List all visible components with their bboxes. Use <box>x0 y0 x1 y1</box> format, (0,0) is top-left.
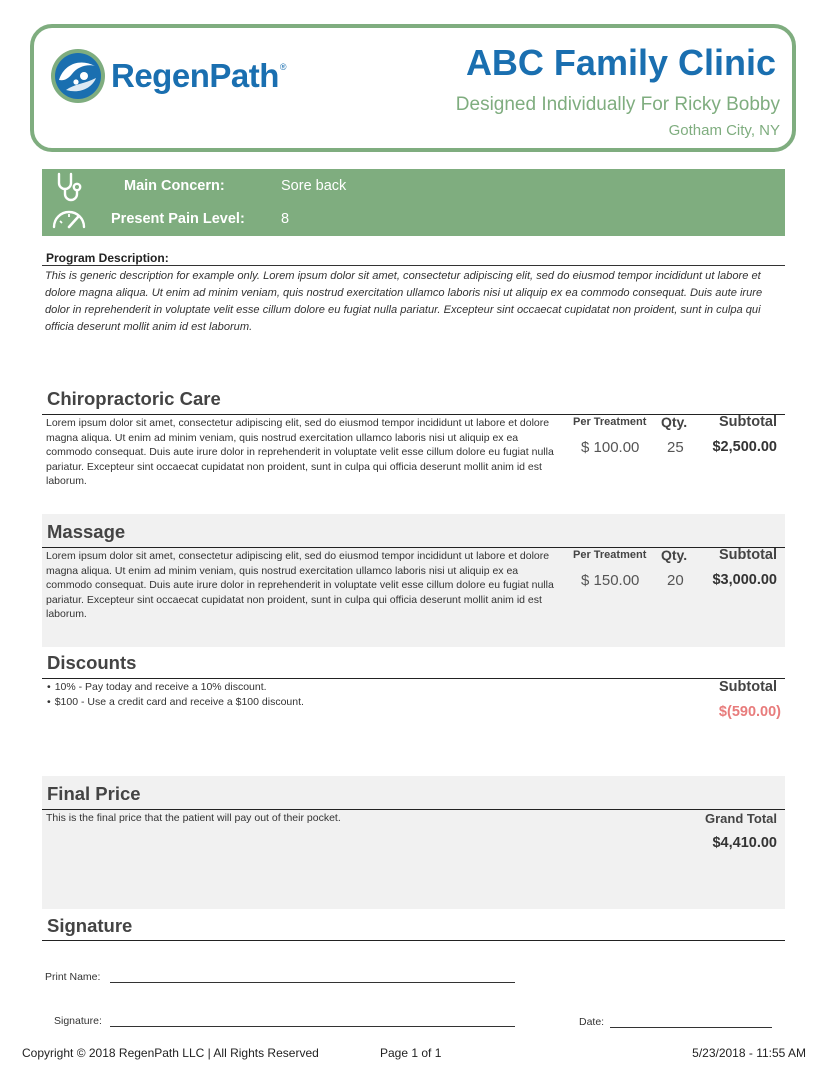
signature-label: Signature: <box>54 1015 102 1027</box>
quantity-value: 25 <box>667 439 684 456</box>
final-price-section <box>42 776 785 909</box>
program-description-text: This is generic description for example only. Lorem ipsum dolor sit amet, consectetur adipiscing elit, sed do eiusmod tempor incididunt ut labore et dolore magna aliqua. Ut enim ad minim veniam, quis nostrud exercitation ullamco laboris nisi ut aliquip ex ea commodo consequat. Duis aute irure dolor in reprehenderit in voluptate velit esse cillum dolore eu fugiat nulla pariatur. Excepteur sint occaecat cupidatat non proident, sunt in culpa qui officia deserunt mollit anim id est laborum. <box>45 270 763 333</box>
footer-page-number: Page 1 of 1 <box>380 1046 442 1060</box>
subtotal-header: Subtotal <box>719 547 777 563</box>
discount-list <box>47 680 304 710</box>
price-per-treatment: $ 100.00 <box>581 439 640 456</box>
footer-print-date: 5/23/2018 - 11:55 AM <box>692 1046 806 1060</box>
header-box <box>30 24 796 152</box>
section-title: Massage <box>47 521 126 542</box>
section-divider <box>42 809 785 810</box>
date-label: Date: <box>579 1016 605 1028</box>
clinic-name: ABC Family Clinic <box>465 42 776 83</box>
per-treatment-header: Per Treatment <box>573 549 647 561</box>
final-price-description: This is the final price that the patient will pay out of their pocket. <box>46 812 341 824</box>
company-logo <box>50 48 287 104</box>
program-divider <box>42 265 785 266</box>
discount-subtotal-value: $(590.00) <box>718 704 781 720</box>
clinic-location: Gotham City, NY <box>668 122 780 139</box>
per-treatment-header: Per Treatment <box>573 416 647 428</box>
program-description-title: Program Description: <box>46 251 169 265</box>
stethoscope-icon <box>52 171 82 203</box>
regenpath-logo-icon <box>50 48 106 104</box>
massage-section <box>42 514 785 647</box>
main-concern-label: Main Concern: <box>124 178 225 194</box>
date-line[interactable] <box>610 1027 772 1028</box>
grand-total-header: Grand Total <box>705 811 777 826</box>
section-title: Discounts <box>47 652 137 673</box>
subtotal-value: $2,500.00 <box>712 439 777 455</box>
main-concern-value: Sore back <box>281 178 347 194</box>
discount-item: • $100 - Use a credit card and receive a $100 discount. <box>47 695 304 710</box>
subtotal-value: $3,000.00 <box>712 572 777 588</box>
price-per-treatment: $ 150.00 <box>581 572 640 589</box>
print-name-label: Print Name: <box>45 971 101 983</box>
pain-level-label: Present Pain Level: <box>111 211 245 227</box>
trademark-mark: ® <box>279 62 287 72</box>
service-description: Lorem ipsum dolor sit amet, consectetur adipiscing elit, sed do eiusmod tempor incididunt ut labore et dolore magna aliqua. Ut enim ad minim veniam, quis nostrud exercitation ullamco laboris nisi ut aliquip ex ea commodo consequat. Duis aute irure dolor in reprehenderit in voluptate velit esse cillum dolore eu fugiat nulla pariatur. Excepteur sint occaecat cupidatat non proident, sunt in culpa qui officia deserunt mollit anim id est laborum. <box>46 550 554 620</box>
subtotal-header: Subtotal <box>719 679 777 695</box>
qty-header: Qty. <box>661 414 688 430</box>
signature-section <box>42 909 785 1034</box>
footer-copyright: Copyright © 2018 RegenPath LLC | All Rights Reserved <box>22 1046 319 1060</box>
discounts-section <box>42 647 785 776</box>
section-title: Signature <box>47 915 133 936</box>
grand-total-value: $4,410.00 <box>712 835 777 851</box>
print-name-line[interactable] <box>110 982 515 983</box>
qty-header: Qty. <box>661 547 688 563</box>
concern-bar <box>42 169 785 236</box>
subtotal-header: Subtotal <box>719 414 777 430</box>
section-title: Final Price <box>47 783 141 804</box>
pain-level-value: 8 <box>281 211 290 227</box>
designed-for-text: Designed Individually For Ricky Bobby <box>455 94 780 115</box>
section-title: Chiropractoric Care <box>47 388 221 409</box>
logo-text: RegenPath <box>111 57 279 94</box>
speedometer-icon <box>51 208 87 230</box>
service-description: Lorem ipsum dolor sit amet, consectetur adipiscing elit, sed do eiusmod tempor incididunt ut labore et dolore magna aliqua. Ut enim ad minim veniam, quis nostrud exercitation ullamco laboris nisi ut aliquip ex ea commodo consequat. Duis aute irure dolor in reprehenderit in voluptate velit esse cillum dolore eu fugiat nulla pariatur. Excepteur sint occaecat cupidatat non proident, sunt in culpa qui officia deserunt mollit anim id est laborum. <box>46 417 554 487</box>
section-divider <box>42 678 785 679</box>
chiropractic-section <box>42 381 785 491</box>
quantity-value: 20 <box>667 572 684 589</box>
signature-line[interactable] <box>110 1026 515 1027</box>
section-divider <box>42 940 785 941</box>
discount-item: • 10% - Pay today and receive a 10% discount. <box>47 680 304 695</box>
